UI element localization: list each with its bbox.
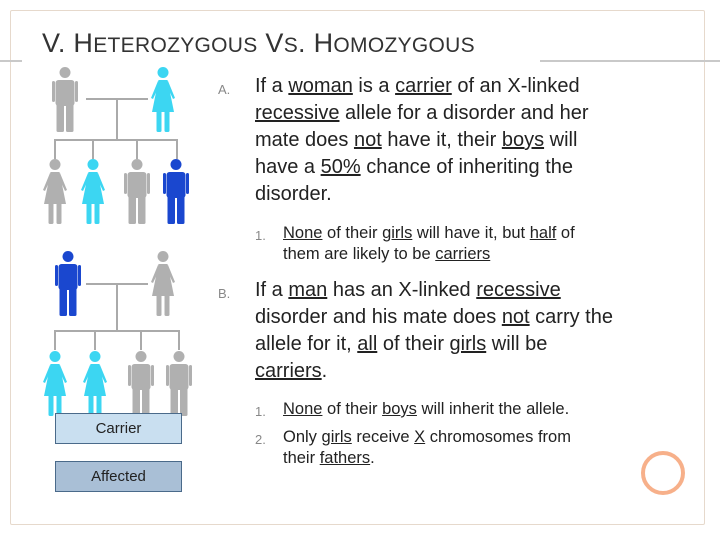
section-b-item-2-marker: 2. [255, 432, 266, 447]
sibship-line [54, 139, 177, 141]
underlined-term: carriers [255, 360, 322, 382]
underlined-term: woman [288, 75, 353, 97]
title-part: V. H [42, 28, 94, 58]
text-run: allele for it, [255, 333, 358, 355]
child-line [94, 330, 96, 350]
person-female-icon [41, 350, 69, 421]
person-female-icon [149, 250, 177, 321]
text-line [255, 154, 695, 181]
text-run: have it, their [381, 129, 502, 151]
section-a-marker: A. [218, 82, 231, 97]
legend-carrier: Carrier [55, 413, 182, 444]
text-run: will be [486, 333, 548, 355]
person-female-icon [79, 158, 107, 229]
text-run: receive [351, 428, 415, 446]
text-line [283, 223, 693, 244]
silhouette-icon [41, 158, 69, 224]
text-run: of [556, 224, 575, 242]
descent-line [116, 283, 118, 331]
text-run: of an X-linked [451, 75, 580, 97]
child-line [92, 139, 94, 159]
text-line [255, 181, 695, 208]
text-line [255, 100, 695, 127]
person-female-icon [81, 350, 109, 421]
sibship-line [54, 330, 179, 332]
text-line [283, 399, 693, 420]
silhouette-icon [128, 350, 154, 416]
underlined-term: man [288, 279, 328, 301]
title-underline [0, 60, 22, 62]
silhouette-icon [149, 250, 177, 316]
legend-affected: Affected [55, 461, 182, 492]
text-run: of their [377, 333, 450, 355]
underlined-term: not [501, 306, 530, 328]
text-run: has an X-linked [327, 279, 477, 301]
person-female-icon [149, 66, 177, 137]
text-run: is a [352, 75, 396, 97]
silhouette-icon [52, 66, 78, 132]
person-male-icon [55, 250, 81, 321]
section-b-item-1-text [283, 399, 693, 420]
underlined-term: None [283, 224, 323, 242]
person-male-icon [128, 350, 154, 421]
text-run: will [544, 129, 578, 151]
descent-line [116, 98, 118, 140]
text-run: If a [255, 279, 289, 301]
text-line [283, 448, 683, 469]
child-line [178, 330, 180, 350]
underlined-term: girls [449, 333, 487, 355]
underlined-term: carrier [395, 75, 452, 97]
title-part: ETEROZYGOUS [93, 34, 258, 57]
text-line [255, 73, 695, 100]
child-line [176, 139, 178, 159]
silhouette-icon [163, 158, 189, 224]
underlined-term: recessive [476, 279, 561, 301]
silhouette-icon [81, 350, 109, 416]
text-line [283, 427, 683, 448]
text-run: them are likely to be [283, 245, 436, 263]
text-run: their [283, 449, 320, 467]
text-run: of their [322, 400, 383, 418]
underlined-term: X [414, 428, 426, 446]
text-run: Only [283, 428, 322, 446]
silhouette-icon [166, 350, 192, 416]
title-part: OMOZYGOUS [333, 34, 475, 57]
child-line [136, 139, 138, 159]
section-a-item-1-text [283, 223, 693, 265]
section-b-marker: B. [218, 286, 231, 301]
underlined-term: all [357, 333, 378, 355]
text-run: . [321, 360, 328, 382]
text-line [255, 304, 700, 331]
underlined-term: boys [382, 400, 417, 418]
section-a-item-1-marker: 1. [255, 228, 266, 243]
decorative-ring [641, 451, 685, 495]
silhouette-icon [124, 158, 150, 224]
person-male-icon [124, 158, 150, 229]
text-run: have a [255, 156, 321, 178]
section-a-text [255, 73, 695, 208]
section-b-text [255, 277, 700, 385]
underlined-term: recessive [255, 102, 340, 124]
text-line [255, 127, 695, 154]
text-line [255, 277, 700, 304]
section-b-item-1-marker: 1. [255, 404, 266, 419]
child-line [140, 330, 142, 350]
person-male-icon [166, 350, 192, 421]
text-run: mate does [255, 129, 354, 151]
section-b-item-2-text [283, 427, 683, 469]
underlined-term: boys [501, 129, 545, 151]
child-line [54, 330, 56, 350]
silhouette-icon [149, 66, 177, 132]
title-part: V [257, 28, 284, 58]
text-run: will inherit the allele. [416, 400, 570, 418]
title-part: S [283, 34, 298, 57]
silhouette-icon [79, 158, 107, 224]
text-run: . [370, 449, 375, 467]
child-line [54, 139, 56, 159]
underlined-term: carriers [435, 245, 491, 263]
person-male-icon [52, 66, 78, 137]
text-run: If a [255, 75, 289, 97]
text-run: will have it, but [412, 224, 530, 242]
text-run: disorder. [255, 183, 332, 205]
text-run: disorder and his mate does [255, 306, 502, 328]
person-female-icon [41, 158, 69, 229]
underlined-term: girls [382, 224, 413, 242]
slide-title [42, 28, 475, 59]
underlined-term: None [283, 400, 323, 418]
text-run: carry the [529, 306, 613, 328]
silhouette-icon [55, 250, 81, 316]
underlined-term: 50% [320, 156, 361, 178]
text-line [255, 331, 700, 358]
text-run: chance of inheriting the [360, 156, 574, 178]
text-line [255, 358, 700, 385]
underlined-term: not [353, 129, 382, 151]
underlined-term: half [529, 224, 557, 242]
underlined-term: girls [321, 428, 352, 446]
text-run: of their [322, 224, 383, 242]
text-run: chromosomes from [425, 428, 571, 446]
title-underline [540, 60, 720, 62]
person-male-icon [163, 158, 189, 229]
text-run: allele for a disorder and her [339, 102, 589, 124]
silhouette-icon [41, 350, 69, 416]
title-part: . H [298, 28, 334, 58]
text-line [283, 244, 693, 265]
underlined-term: fathers [319, 449, 371, 467]
